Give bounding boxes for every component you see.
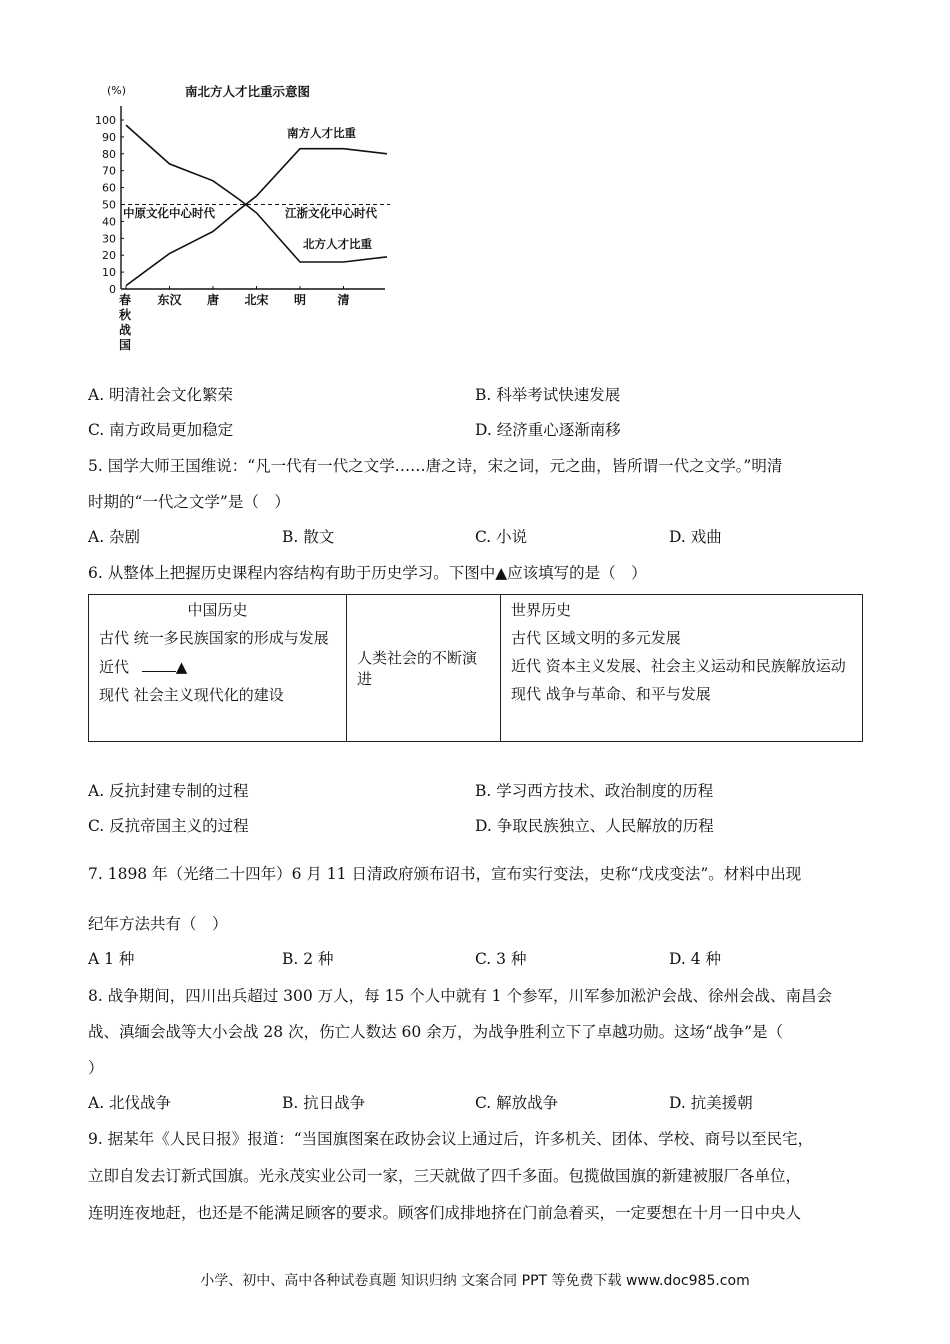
y-tick-label: 50 — [102, 198, 116, 212]
y-tick-labels — [95, 114, 124, 296]
jiangzhe-era-label: 江浙文化中心时代 — [285, 206, 377, 220]
q8-stem-line1: 8. 战争期间，四川出兵超过 300 万人，每 15 个人中就有 1 个参军，川军参加淞沪会战、徐州会战、南昌会 — [88, 987, 832, 1005]
talent-ratio-chart — [85, 78, 415, 360]
world-contemporary: 现代 战争与革命、和平与发展 — [511, 685, 711, 703]
world-modern: 近代 资本主义发展、社会主义运动和民族解放运动 — [511, 657, 846, 675]
y-tick-label: 40 — [102, 215, 116, 229]
x-tick-label-char: 国 — [118, 338, 132, 352]
y-tick-label: 100 — [95, 114, 116, 127]
x-tick-label: 清 — [337, 293, 350, 307]
y-tick-label: 90 — [102, 130, 116, 144]
chart-unit: (%) — [107, 84, 127, 97]
q8-option-b: B. 抗日战争 — [282, 1094, 366, 1112]
x-tick-label: 唐 — [206, 293, 220, 307]
y-tick-label: 30 — [102, 232, 116, 246]
q8-option-a: A. 北伐战争 — [88, 1094, 172, 1112]
q7-stem-line2: 纪年方法共有（ ） — [88, 915, 228, 933]
q7-stem-line1: 7. 1898 年（光绪二十四年）6 月 11 日清政府颁布诏书，宣布实行变法，史称“戊戌变法”。材料中出现 — [88, 865, 802, 883]
x-tick-label: 明 — [293, 293, 307, 307]
world-history-cell — [501, 595, 863, 742]
y-tick-label: 70 — [102, 164, 116, 178]
china-history-title: 中国历史 — [187, 601, 248, 619]
q9-line3: 连明连夜地赶，也还是不能满足顾客的要求。顾客们成排地挤在门前急着买，一定要想在十月一日中央人 — [88, 1204, 802, 1222]
q6-stem: 6. 从整体上把握历史课程内容结构有助于历史学习。下图中▲应该填写的是（ ） — [88, 564, 647, 582]
china-modern-label: 近代 — [99, 658, 130, 676]
course-structure-table — [88, 594, 863, 742]
q5-option-b: B. 散文 — [282, 528, 335, 546]
q8-stem-line3: ） — [88, 1059, 104, 1077]
middle-cell — [347, 595, 501, 742]
q5-option-a: A. 杂剧 — [88, 528, 141, 546]
triangle-marker: ▲ — [175, 658, 188, 676]
y-tick-label: 80 — [102, 147, 116, 161]
page-footer: 小学、初中、高中各种试卷真题 知识归纳 文案合同 PPT 等免费下载 www.doc985.com — [200, 1273, 750, 1289]
q8-option-d: D. 抗美援朝 — [669, 1094, 753, 1112]
y-tick-label: 60 — [102, 181, 116, 195]
world-history-title: 世界历史 — [511, 601, 572, 619]
q6-option-a: A. 反抗封建专制的过程 — [88, 782, 249, 800]
x-tick-label-char: 秋 — [118, 308, 132, 322]
q7-option-a: A 1 种 — [88, 950, 135, 968]
q7-option-c: C. 3 种 — [475, 950, 527, 968]
y-tick-label: 20 — [102, 249, 116, 263]
x-tick-label: 北宋 — [244, 293, 269, 307]
chart-title: 南北方人才比重示意图 — [185, 84, 311, 99]
world-ancient: 古代 区域文明的多元发展 — [511, 629, 681, 647]
middle-text: 人类社会的不断演进 — [357, 649, 478, 688]
china-history-cell — [89, 595, 347, 742]
blank-line — [142, 657, 176, 672]
q5-option-c: C. 小说 — [475, 528, 528, 546]
q8-stem-line2: 战、滇缅会战等大小会战 28 次，伤亡人数达 60 余万，为战争胜利立下了卓越功勋。这场“战争”是（ — [88, 1023, 784, 1041]
q4-option-d: D. 经济重心逐渐南移 — [475, 421, 621, 439]
q6-option-c: C. 反抗帝国主义的过程 — [88, 817, 249, 835]
q5-stem-line2: 时期的“一代之文学”是（ ） — [88, 493, 290, 511]
x-tick-label-char: 春 — [118, 293, 132, 307]
q9-line2: 立即自发去订新式国旗。光永茂实业公司一家，三天就做了四千多面。包揽做国旗的新建被服厂各单位， — [88, 1167, 802, 1185]
south-series-label: 南方人才比重 — [287, 126, 356, 140]
q9-line1: 9. 据某年《人民日报》报道：“当国旗图案在政协会议上通过后，许多机关、团体、学校、商号以至民宅， — [88, 1130, 814, 1148]
x-tick-label-char: 战 — [118, 323, 132, 337]
q4-option-a: A. 明清社会文化繁荣 — [88, 386, 234, 404]
q4-option-b: B. 科举考试快速发展 — [475, 386, 621, 404]
q6-option-d: D. 争取民族独立、人民解放的历程 — [475, 817, 714, 835]
china-ancient: 古代 统一多民族国家的形成与发展 — [99, 629, 329, 647]
china-modern — [99, 657, 336, 677]
y-tick-label: 10 — [102, 266, 116, 280]
q5-stem-line1: 5. 国学大师王国维说：“凡一代有一代之文学……唐之诗，宋之词，元之曲，皆所谓一代之文学。”明清 — [88, 457, 783, 475]
q4-option-c: C. 南方政局更加稳定 — [88, 421, 234, 439]
q5-option-d: D. 戏曲 — [669, 528, 722, 546]
q6-option-b: B. 学习西方技术、政治制度的历程 — [475, 782, 714, 800]
north-series-label: 北方人才比重 — [303, 237, 372, 251]
central-era-label: 中原文化中心时代 — [123, 206, 215, 220]
q8-option-c: C. 解放战争 — [475, 1094, 559, 1112]
x-tick-labels — [118, 286, 350, 352]
q7-option-b: B. 2 种 — [282, 950, 334, 968]
x-tick-label: 东汉 — [157, 293, 182, 307]
q7-option-d: D. 4 种 — [669, 950, 722, 968]
china-contemporary: 现代 社会主义现代化的建设 — [99, 686, 284, 704]
y-tick-label: 0 — [109, 283, 116, 296]
